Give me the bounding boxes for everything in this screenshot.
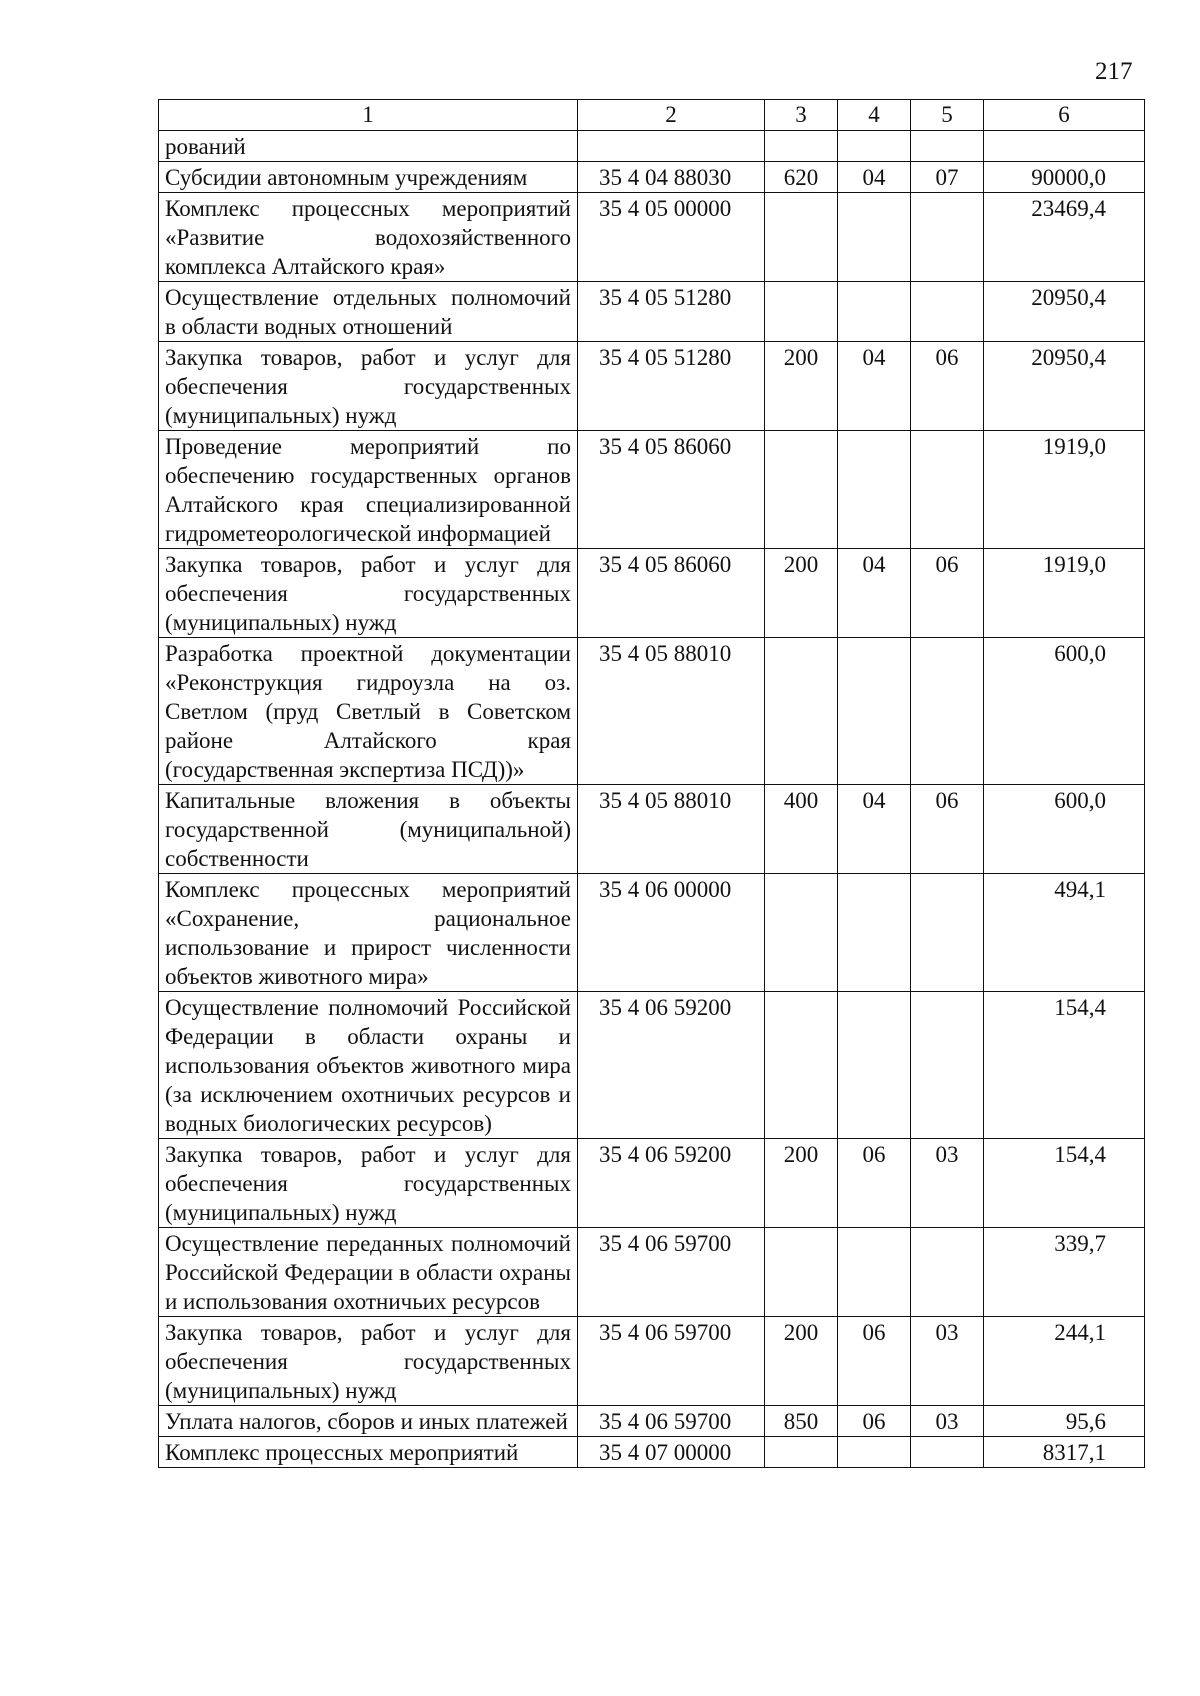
item-name-cell: Капитальные вложения в объекты государственной (муниципальной) собственности [159,785,578,874]
item-name-cell: Закупка товаров, работ и услуг для обеспечения государственных (муниципальных) нужд [159,342,578,431]
section-cell: 04 [838,785,911,874]
item-name-cell: Комплекс процессных мероприятий «Развитие водохозяйственного комплекса Алтайского края» [159,193,578,282]
subsection-cell: 03 [911,1317,984,1406]
amount-cell: 20950,4 [984,342,1145,431]
table-row [159,131,1145,162]
target-code-cell: 35 4 06 59700 [578,1406,765,1437]
section-cell: 06 [838,1139,911,1228]
table-row [159,431,1145,549]
amount-cell: 339,7 [984,1228,1145,1317]
expense-type-cell: 620 [765,162,838,193]
table-row [159,1228,1145,1317]
item-name-cell: Комплекс процессных мероприятий «Сохранение, рациональное использование и прирост численности объектов животного мира» [159,874,578,992]
table-row [159,1437,1145,1468]
section-cell [838,638,911,785]
subsection-cell [911,193,984,282]
subsection-cell [911,1437,984,1468]
item-name-cell: Проведение мероприятий по обеспечению государственных органов Алтайского края специализированной гидрометеорологической информацией [159,431,578,549]
target-code-cell: 35 4 05 86060 [578,549,765,638]
table-row [159,638,1145,785]
subsection-cell [911,1228,984,1317]
item-name-cell: Закупка товаров, работ и услуг для обеспечения государственных (муниципальных) нужд [159,1317,578,1406]
item-name-cell: Уплата налогов, сборов и иных платежей [159,1406,578,1437]
subsection-cell [911,874,984,992]
item-name-cell: Осуществление отдельных полномочий в области водных отношений [159,282,578,342]
expense-type-cell: 400 [765,785,838,874]
item-name-cell: Осуществление полномочий Российской Федерации в области охраны и использования объектов животного мира (за исключением охотничьих ресурсов и водных биологических ресурсов) [159,992,578,1139]
item-name-cell: Осуществление переданных полномочий Российской Федерации в области охраны и использования охотничьих ресурсов [159,1228,578,1317]
item-name-cell: Закупка товаров, работ и услуг для обеспечения государственных (муниципальных) нужд [159,549,578,638]
header-cell: 1 [159,100,578,131]
subsection-cell: 06 [911,342,984,431]
table-row [159,1139,1145,1228]
amount-cell: 154,4 [984,1139,1145,1228]
header-cell: 5 [911,100,984,131]
target-code-cell: 35 4 05 51280 [578,342,765,431]
table-row [159,549,1145,638]
amount-cell: 1919,0 [984,431,1145,549]
table-row [159,785,1145,874]
expense-type-cell [765,638,838,785]
section-cell: 06 [838,1406,911,1437]
target-code-cell: 35 4 07 00000 [578,1437,765,1468]
section-cell [838,431,911,549]
expense-type-cell: 850 [765,1406,838,1437]
target-code-cell: 35 4 06 59700 [578,1228,765,1317]
amount-cell: 494,1 [984,874,1145,992]
header-cell: 3 [765,100,838,131]
target-code-cell: 35 4 06 59200 [578,992,765,1139]
header-cell: 6 [984,100,1145,131]
expense-type-cell [765,1228,838,1317]
section-cell: 04 [838,549,911,638]
item-name-cell: рований [159,131,578,162]
expense-type-cell: 200 [765,549,838,638]
section-cell: 06 [838,1317,911,1406]
header-cell: 4 [838,100,911,131]
budget-table [158,99,1145,1468]
section-cell [838,131,911,162]
item-name-cell: Комплекс процессных мероприятий [159,1437,578,1468]
expense-type-cell [765,992,838,1139]
target-code-cell: 35 4 05 86060 [578,431,765,549]
item-name-cell: Разработка проектной документации «Реконструкция гидроузла на оз. Светлом (пруд Светлый в Советском районе Алтайского края (государственная экспертиза ПСД))» [159,638,578,785]
section-cell [838,193,911,282]
section-cell: 04 [838,162,911,193]
table-row [159,193,1145,282]
expense-type-cell [765,131,838,162]
target-code-cell: 35 4 04 88030 [578,162,765,193]
subsection-cell: 07 [911,162,984,193]
subsection-cell: 03 [911,1139,984,1228]
target-code-cell: 35 4 06 59200 [578,1139,765,1228]
expense-type-cell: 200 [765,342,838,431]
table-row [159,162,1145,193]
header-row [159,100,1145,131]
section-cell [838,874,911,992]
section-cell: 04 [838,342,911,431]
item-name-cell: Субсидии автономным учреждениям [159,162,578,193]
table-row [159,874,1145,992]
header-cell: 2 [578,100,765,131]
expense-type-cell [765,431,838,549]
target-code-cell: 35 4 05 51280 [578,282,765,342]
section-cell [838,1437,911,1468]
subsection-cell: 03 [911,1406,984,1437]
subsection-cell [911,282,984,342]
amount-cell: 1919,0 [984,549,1145,638]
amount-cell: 20950,4 [984,282,1145,342]
section-cell [838,282,911,342]
expense-type-cell: 200 [765,1317,838,1406]
subsection-cell: 06 [911,785,984,874]
table-row [159,1317,1145,1406]
target-code-cell: 35 4 05 00000 [578,193,765,282]
expense-type-cell [765,193,838,282]
amount-cell: 23469,4 [984,193,1145,282]
section-cell [838,992,911,1139]
item-name-cell: Закупка товаров, работ и услуг для обеспечения государственных (муниципальных) нужд [159,1139,578,1228]
target-code-cell: 35 4 06 00000 [578,874,765,992]
target-code-cell: 35 4 05 88010 [578,638,765,785]
subsection-cell [911,638,984,785]
subsection-cell [911,131,984,162]
table-row [159,992,1145,1139]
table-row [159,282,1145,342]
target-code-cell [578,131,765,162]
amount-cell: 244,1 [984,1317,1145,1406]
subsection-cell [911,992,984,1139]
amount-cell: 8317,1 [984,1437,1145,1468]
page-number: 217 [1095,58,1133,85]
amount-cell: 600,0 [984,785,1145,874]
expense-type-cell [765,282,838,342]
expense-type-cell [765,874,838,992]
expense-type-cell: 200 [765,1139,838,1228]
subsection-cell [911,431,984,549]
target-code-cell: 35 4 05 88010 [578,785,765,874]
table-row [159,342,1145,431]
table-row [159,1406,1145,1437]
amount-cell: 154,4 [984,992,1145,1139]
subsection-cell: 06 [911,549,984,638]
amount-cell: 600,0 [984,638,1145,785]
amount-cell: 90000,0 [984,162,1145,193]
expense-type-cell [765,1437,838,1468]
target-code-cell: 35 4 06 59700 [578,1317,765,1406]
section-cell [838,1228,911,1317]
amount-cell [984,131,1145,162]
amount-cell: 95,6 [984,1406,1145,1437]
